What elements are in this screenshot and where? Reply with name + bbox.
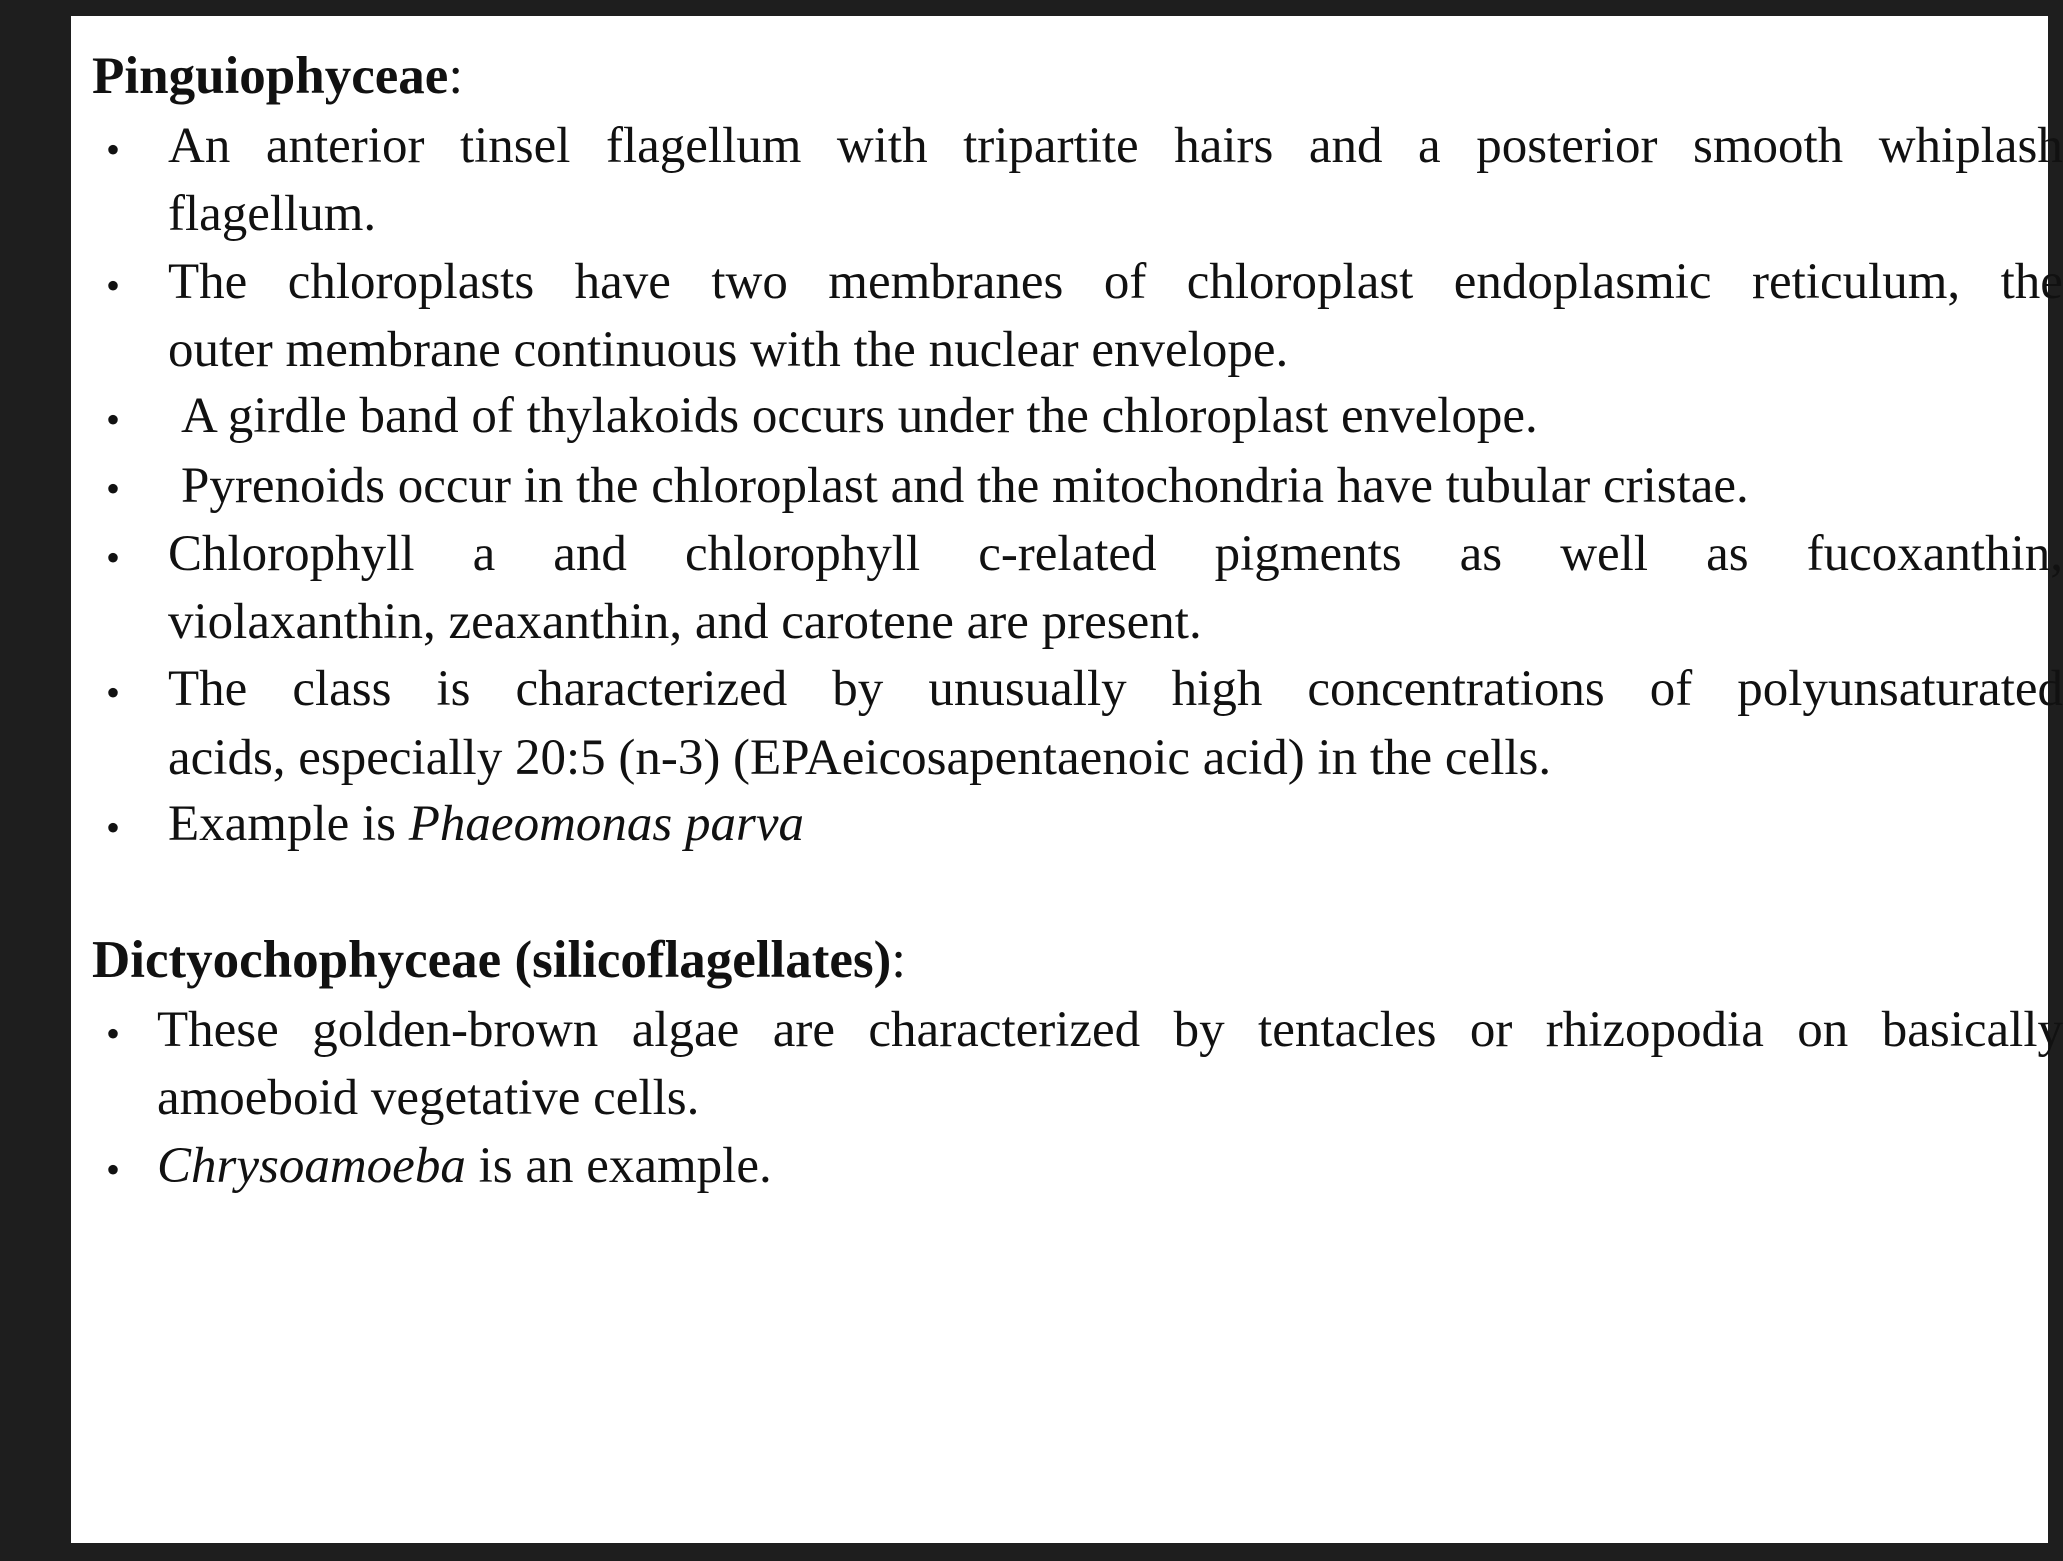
word: or: [1469, 1002, 1513, 1058]
word: well: [1560, 526, 1649, 582]
word: pigments: [1214, 526, 1402, 582]
word: The: [168, 254, 248, 310]
bullet-dot: •: [106, 127, 121, 172]
word: An: [168, 118, 231, 174]
word: unusually: [928, 661, 1127, 717]
word: tripartite: [963, 118, 1139, 174]
word: characterized: [868, 1002, 1141, 1058]
document-page: [71, 16, 2063, 1543]
word: characterized: [515, 661, 788, 717]
word: tinsel: [459, 118, 571, 174]
word: of: [1649, 661, 1693, 717]
word: smooth: [1693, 118, 1844, 174]
word: and: [1308, 118, 1383, 174]
list-item-line: A girdle band of thylakoids occurs under the chloroplast envelope.: [181, 388, 1538, 444]
word: a: [1418, 118, 1441, 174]
word: tentacles: [1258, 1002, 1437, 1058]
list-item-line: outer membrane continuous with the nuclear envelope.: [168, 322, 1289, 378]
word: high: [1171, 661, 1263, 717]
word: as: [1706, 526, 1749, 582]
list-item-line: [168, 659, 2063, 719]
bullet-dot: •: [106, 1147, 121, 1192]
word: The: [168, 661, 248, 717]
list-item-line: [168, 252, 2063, 312]
list-item-line: violaxanthin, zeaxanthin, and carotene are present.: [168, 594, 1202, 650]
word: concentrations: [1307, 661, 1605, 717]
word: chloroplasts: [287, 254, 535, 310]
word: by: [1173, 1002, 1225, 1058]
list-item-line: Pyrenoids occur in the chloroplast and the mitochondria have tubular cristae.: [181, 458, 1749, 514]
bullet-dot: •: [106, 535, 121, 580]
word: two: [711, 254, 788, 310]
bullet-dot: •: [106, 263, 121, 308]
bullet-dot: •: [106, 670, 121, 715]
word: chloroplast: [1186, 254, 1414, 310]
word: basically: [1881, 1002, 2063, 1058]
list-item-line: Chrysoamoeba is an example.: [157, 1138, 772, 1194]
word: the: [2000, 254, 2063, 310]
bullet-dot: •: [106, 1011, 121, 1056]
list-item-line: acids, especially 20:5 (n-3) (EPAeicosapentaenoic acid) in the cells.: [168, 730, 1552, 786]
bullet-dot: •: [106, 805, 121, 850]
word: These: [157, 1002, 279, 1058]
section-title-pinguiophyceae: Pinguiophyceae:: [92, 47, 464, 105]
word: by: [832, 661, 884, 717]
word: chlorophyll: [684, 526, 921, 582]
word: rhizopodia: [1545, 1002, 1764, 1058]
word: membranes: [828, 254, 1064, 310]
word: reticulum,: [1752, 254, 1961, 310]
word: as: [1459, 526, 1503, 582]
list-item-line: [168, 524, 2063, 584]
word: anterior: [265, 118, 425, 174]
list-item-line: [168, 116, 2063, 176]
list-item-line: Example is Phaeomonas parva: [168, 796, 804, 852]
word: endoplasmic: [1453, 254, 1712, 310]
word: flagellum: [605, 118, 802, 174]
word: are: [772, 1002, 835, 1058]
word: whiplash: [1878, 118, 2063, 174]
word: class: [292, 661, 392, 717]
word: on: [1797, 1002, 1849, 1058]
word: golden-brown: [312, 1002, 599, 1058]
bullet-dot: •: [106, 466, 121, 511]
word: fucoxanthin,: [1806, 526, 2063, 582]
list-item-line: amoeboid vegetative cells.: [157, 1070, 700, 1126]
word: a: [472, 526, 496, 582]
word: with: [836, 118, 928, 174]
word: hairs: [1174, 118, 1274, 174]
bullet-dot: •: [106, 397, 121, 442]
word: c-related: [978, 526, 1157, 582]
word: polyunsaturated: [1737, 661, 2063, 717]
section-title-dictyochophyceae: Dictyochophyceae (silicoflagellates):: [92, 931, 906, 989]
list-item-line: [157, 1000, 2063, 1060]
word: of: [1103, 254, 1147, 310]
list-item-line: flagellum.: [168, 186, 377, 242]
word: Chlorophyll: [168, 526, 415, 582]
word: posterior: [1476, 118, 1658, 174]
word: is: [436, 661, 471, 717]
word: and: [553, 526, 627, 582]
word: have: [574, 254, 671, 310]
word: algae: [631, 1002, 740, 1058]
